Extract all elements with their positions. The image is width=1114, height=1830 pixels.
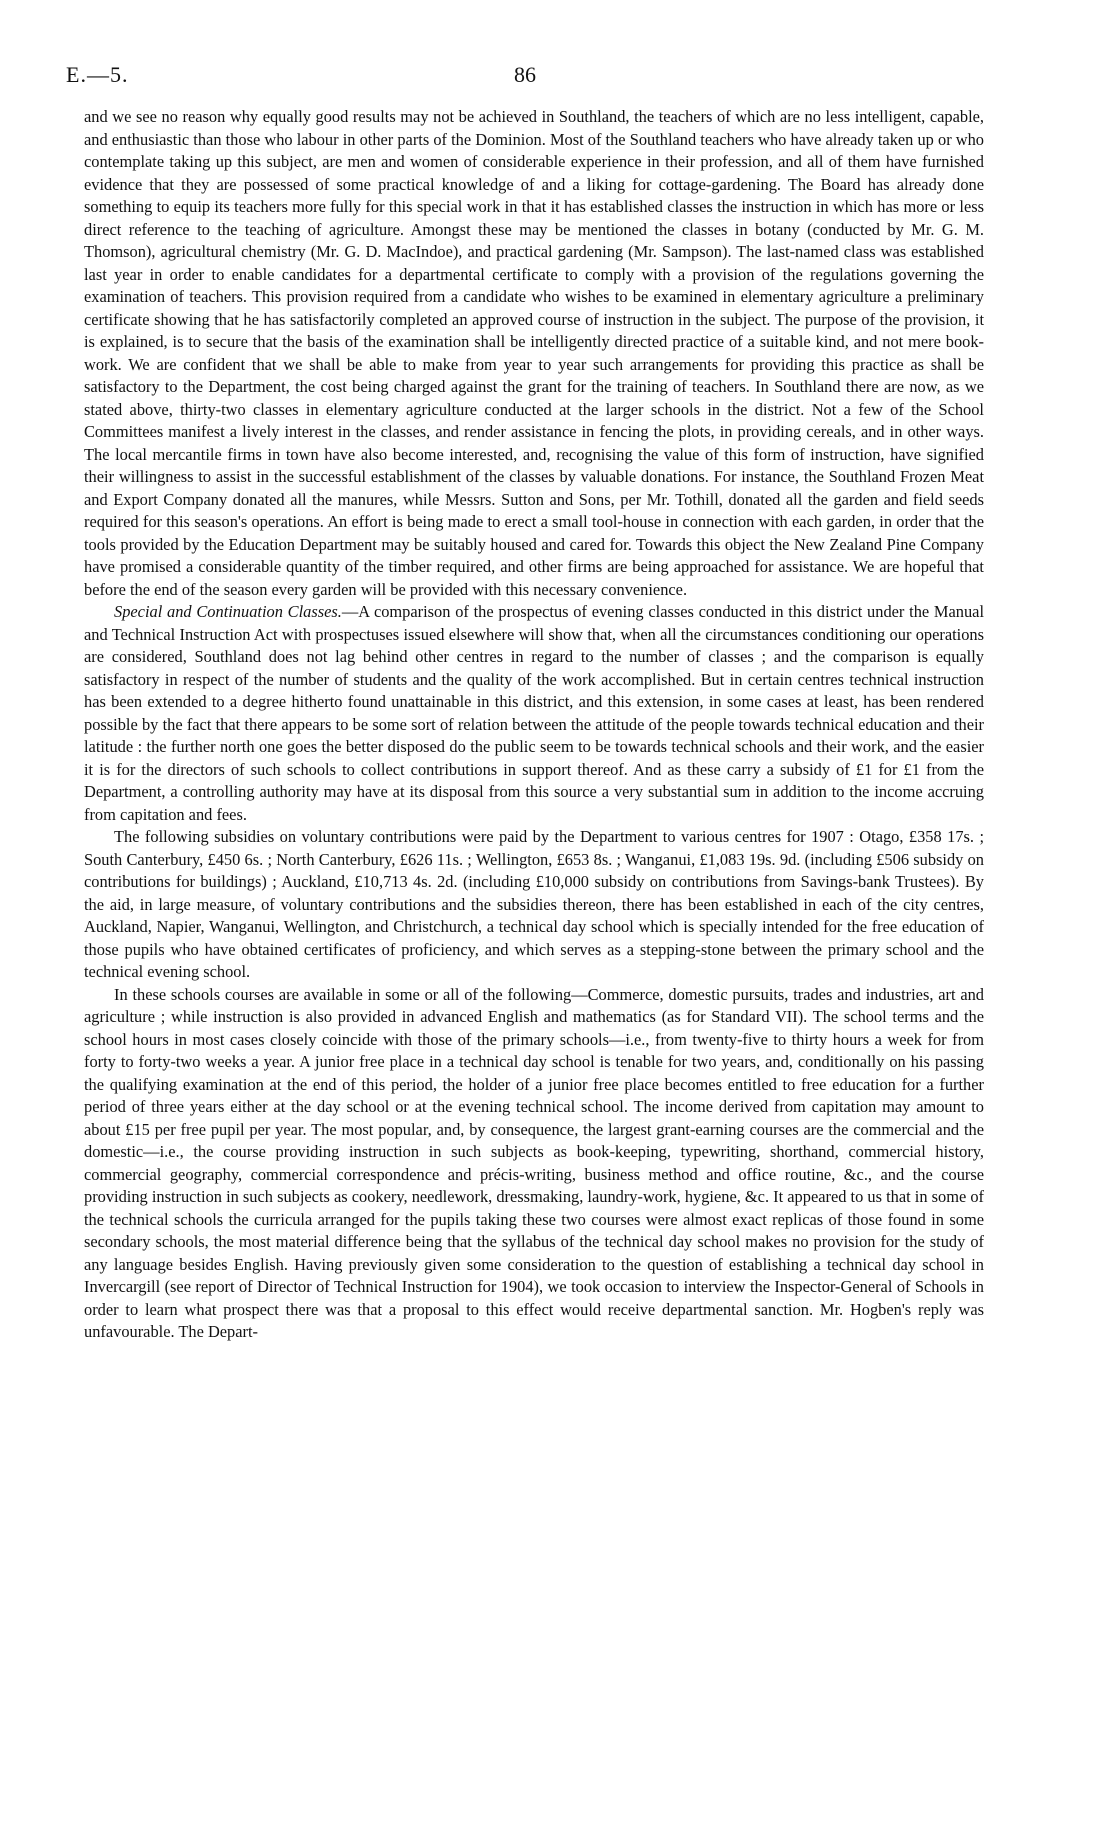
- paragraph-1-text: and we see no reason why equally good results may not be achieved in Southland, the teachers of which are no less intelligent, capable, and enthusiastic than those who labour in other parts of the Dominion. Most of the Southland teachers who have already taken up or who contemplate taking up this subject, are men and women of considerable experience in their profession, and all of them have furnished evidence that they are possessed of some practical knowledge of and a liking for cottage-gardening. The Board has already done something to equip its teachers more fully for this special work in that it has established classes the instruction in which has more or less direct reference to the teaching of agriculture. Amongst these may be mentioned the classes in botany (conducted by Mr. G. M. Thomson), agricultural chemistry (Mr. G. D. MacIndoe), and practical gardening (Mr. Sampson). The last-named class was established last year in order to enable candidates for a departmental certificate to comply with a provision of the regulations governing the examination of teachers. This provision required from a candidate who wishes to be examined in elementary agriculture a preliminary certificate showing that he has satisfactorily completed an approved course of instruction in the subject. The purpose of the provision, it is explained, is to secure that the basis of the examination shall be intelligently directed practice of a suitable kind, and not mere book-work. We are confident that we shall be able to make from year to year such arrangements for providing this practice as shall be satisfactory to the Department, the cost being charged against the grant for the training of teachers. In Southland there are now, as we stated above, thirty-two classes in elementary agriculture conducted at the larger schools in the district. Not a few of the School Committees manifest a lively interest in the classes, and render assistance in fencing the plots, in providing cereals, and in other ways. The local mercantile firms in town have also become interested, and, recognising the value of this form of instruction, have signified their willingness to assist in the successful establishment of the classes by valuable donations. For instance, the Southland Frozen Meat and Export Company donated all the manures, while Messrs. Sutton and Sons, per Mr. Tothill, donated all the garden and field seeds required for this season's operations. An effort is being made to erect a small tool-house in connection with each garden, in order that the tools provided by the Education Department may be suitably housed and cared for. Towards this object the New Zealand Pine Company have promised a considerable quantity of the timber required, and other firms are being approached for assistance. We are hopeful that before the end of the season every garden will be provided with this necessary convenience.: [84, 107, 984, 599]
- paragraph-2: [84, 601, 984, 826]
- page-number: 86: [514, 62, 536, 87]
- page-header: [66, 60, 984, 106]
- paragraph-1: [84, 106, 984, 601]
- document-page: [66, 60, 985, 1344]
- paragraph-3: [84, 826, 984, 984]
- document-reference: E.—5.: [66, 62, 129, 87]
- document-body: [84, 106, 984, 1344]
- section-subheading: Special and Continuation Classes.: [114, 602, 342, 621]
- paragraph-4-text: In these schools courses are available in some or all of the following—Commerce, domestic pursuits, trades and industries, art and agriculture ; while instruction is also provided in advanced English and mathematics (as for Standard VII). The school terms and the school hours in most cases closely coincide with those of the primary schools—i.e., from twenty-five to thirty hours a week for from forty to forty-two weeks a year. A junior free place in a technical day school is tenable for two years, and, conditionally on his passing the qualifying examination at the end of this period, the holder of a junior free place becomes entitled to free education for a further period of three years either at the day school or at the evening technical school. The income derived from capitation may amount to about £15 per free pupil per year. The most popular, and, by consequence, the largest grant-earning courses are the commercial and the domestic—i.e., the course providing instruction in such subjects as book-keeping, typewriting, shorthand, commercial history, commercial geography, commercial correspondence and précis-writing, business method and office routine, &c., and the course providing instruction in such subjects as cookery, needlework, dressmaking, laundry-work, hygiene, &c. It appeared to us that in some of the technical schools the curricula arranged for the pupils taking these two courses were almost exact replicas of those found in some secondary schools, the most material difference being that the syllabus of the technical day school makes no provision for the study of any language besides English. Having previously given some consideration to the question of establishing a technical day school in Invercargill (see report of Director of Technical Instruction for 1904), we took occasion to interview the Inspector-General of Schools in order to learn what prospect there was that a proposal to this effect would receive departmental sanction. Mr. Hogben's reply was unfavourable. The Depart-: [84, 984, 984, 1341]
- paragraph-3-text: The following subsidies on voluntary contributions were paid by the Department to various centres for 1907 : Otago, £358 17s. ; South Canterbury, £450 6s. ; North Canterbury, £626 11s. ; Wellington, £653 8s. ; Wanganui, £1,083 19s. 9d. (including £506 subsidy on contributions for buildings) ; Auckland, £10,713 4s. 2d. (including £10,000 subsidy on contributions from Savings-bank Trustees). By the aid, in large measure, of voluntary contributions and the subsidies thereon, there has been established in each of the city centres, Auckland, Napier, Wanganui, Wellington, and Christchurch, a technical day school which is specially intended for the free education of those pupils who have obtained certificates of proficiency, and which serves as a stepping-stone between the primary school and the technical evening school.: [84, 827, 984, 981]
- paragraph-2-text: —A comparison of the prospectus of evening classes conducted in this district under the Manual and Technical Instruction Act with prospectuses issued elsewhere will show that, when all the circumstances conditioning our operations are considered, Southland does not lag behind other centres in regard to the number of classes ; and the comparison is equally satisfactory in respect of the number of students and the quality of the work accomplished. But in certain centres technical instruction has been extended to a degree hitherto found unattainable in this district, and this extension, in some cases at least, has been rendered possible by the fact that there appears to be some sort of relation between the attitude of the people towards technical education and their latitude : the further north one goes the better disposed do the public seem to be towards technical schools and their work, and the easier it is for the directors of such schools to collect contributions in support thereof. And as these carry a subsidy of £1 for £1 from the Department, a controlling authority may have at its disposal from this source a very substantial sum in addition to the income accruing from capitation and fees.: [84, 602, 985, 824]
- paragraph-4: [84, 984, 984, 1344]
